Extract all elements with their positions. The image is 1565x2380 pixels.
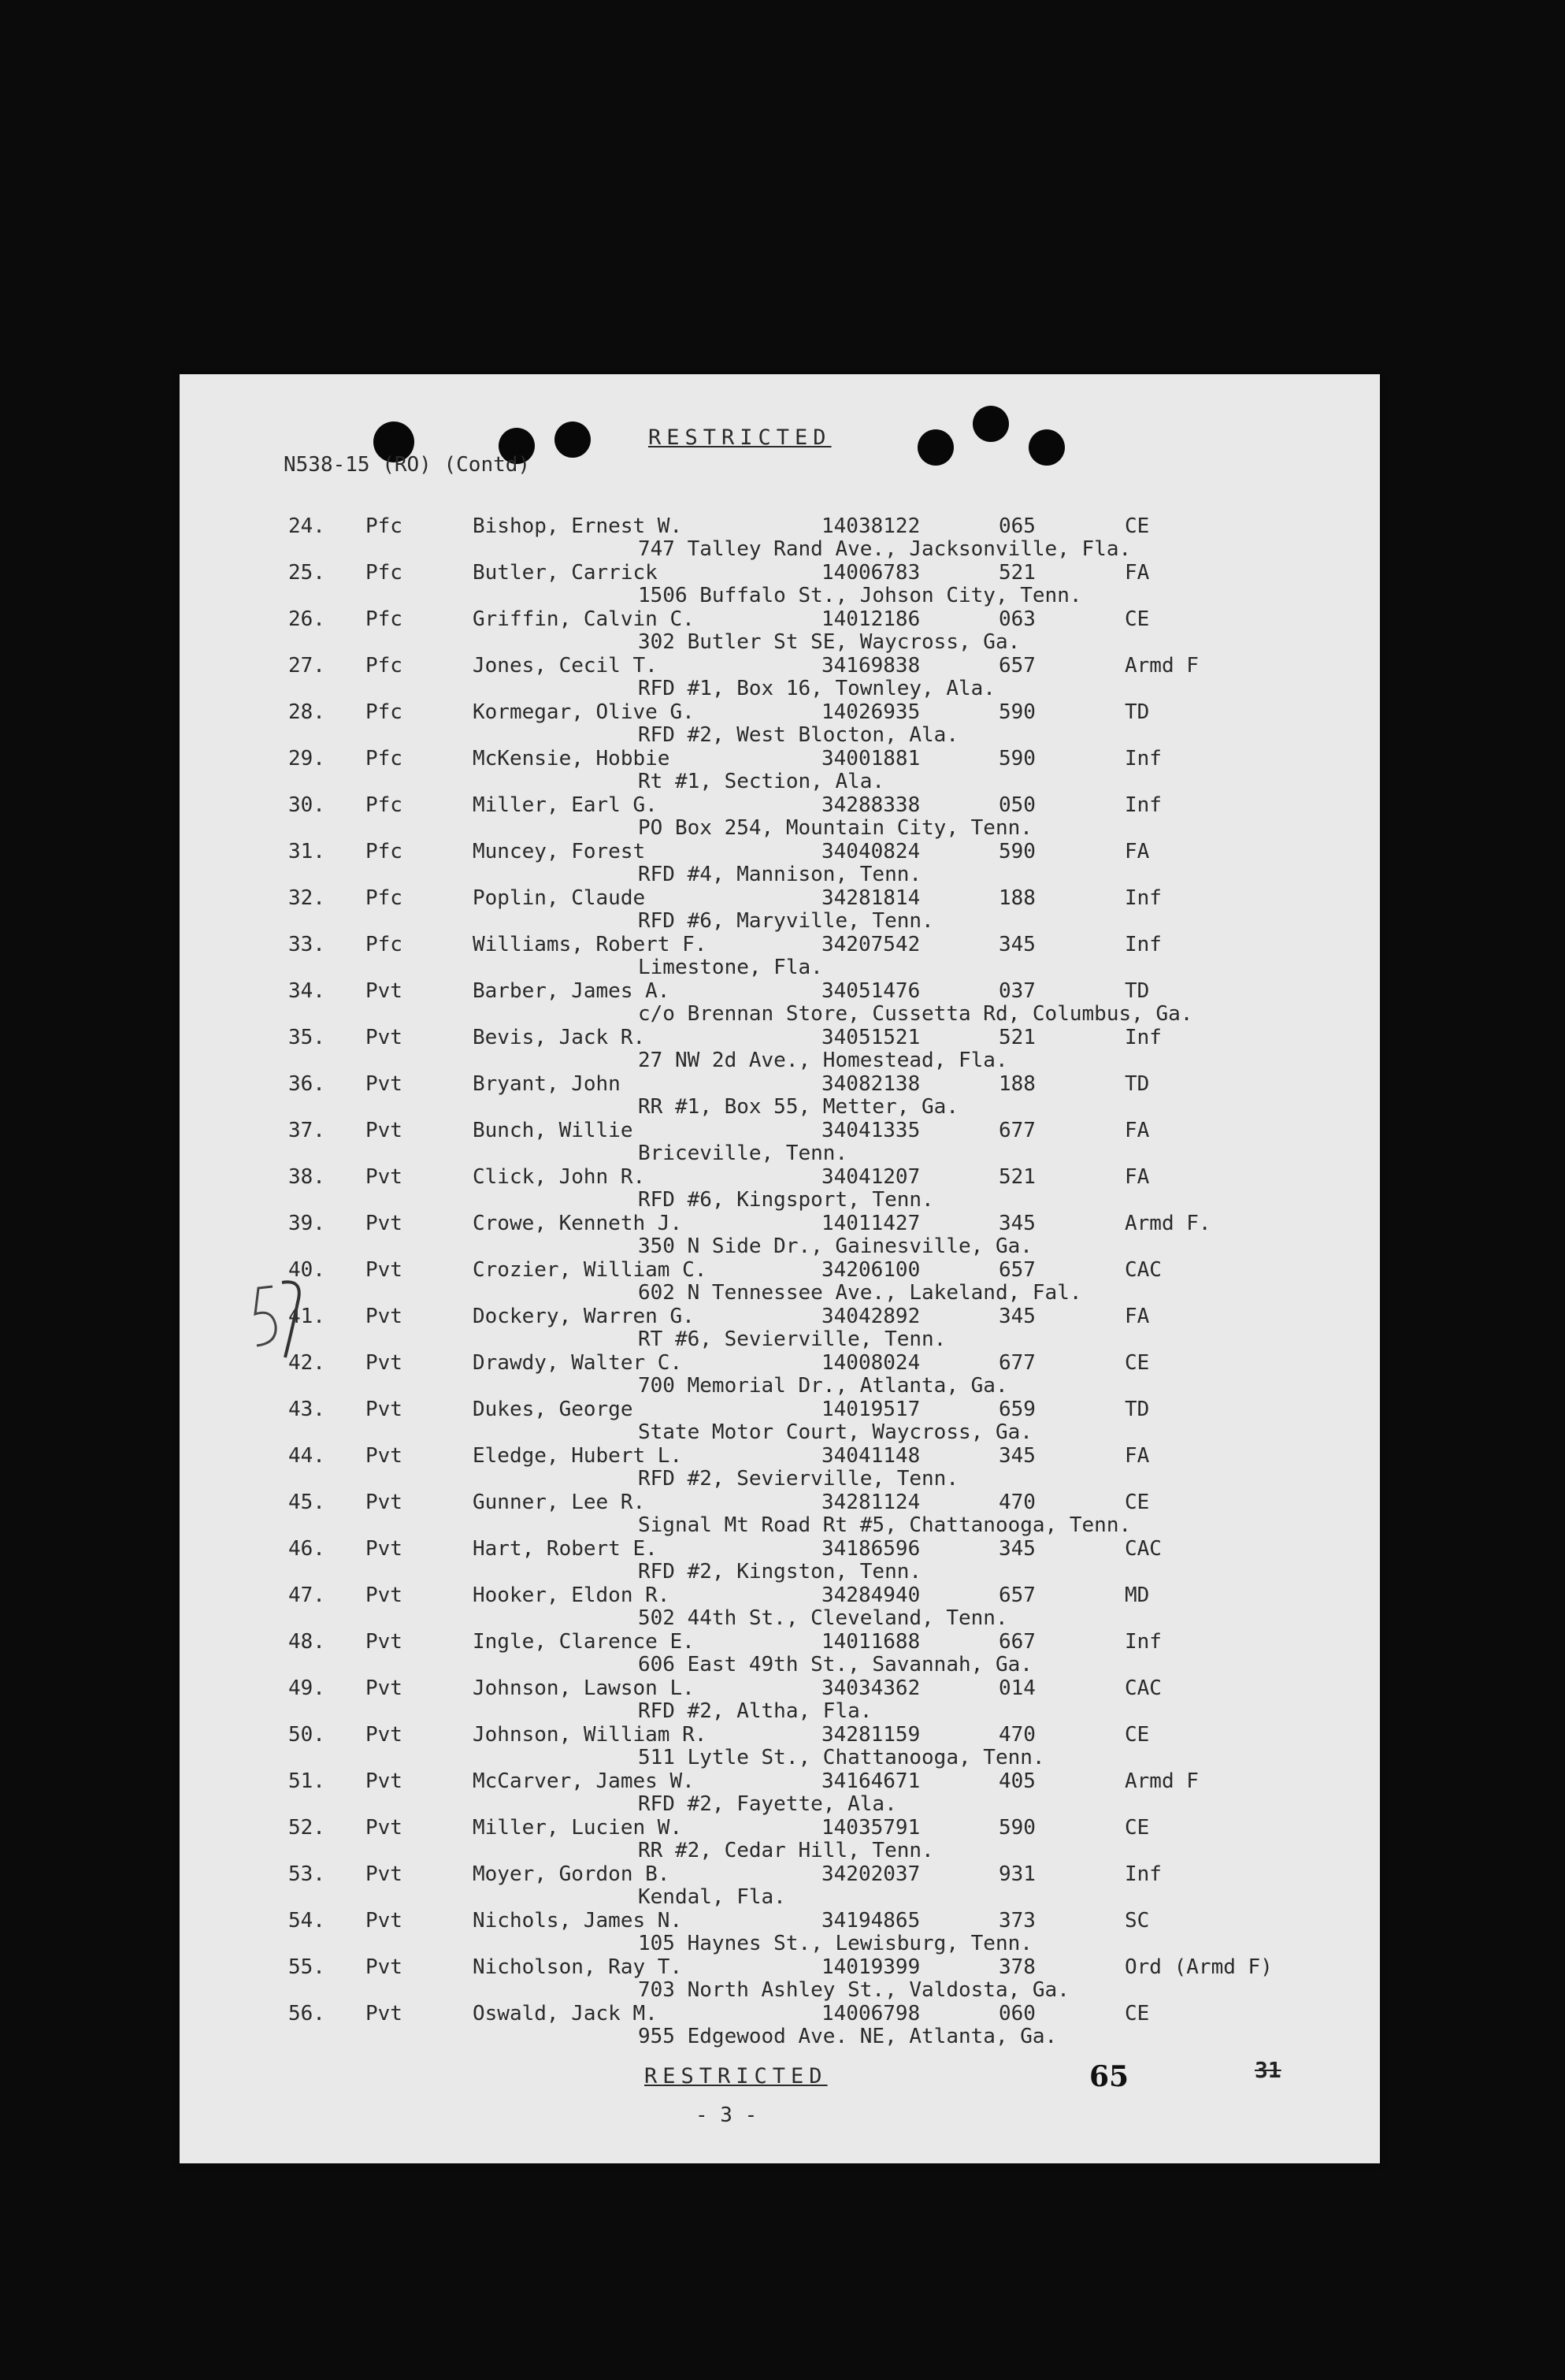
entry-serial: 34042892 [821, 1305, 921, 1328]
entry-name: Kormegar, Olive G. [473, 700, 695, 724]
entry-branch: Ord (Armd F) [1125, 1955, 1273, 1979]
entry-branch: TD [1125, 979, 1150, 1003]
entry-number: 50. [288, 1723, 325, 1747]
entry-number: 32. [288, 886, 325, 910]
entry-serial: 34051476 [821, 979, 921, 1003]
entry-serial: 34281124 [821, 1491, 921, 1514]
entry-number: 28. [288, 700, 325, 724]
entry-code: 373 [999, 1909, 1036, 1933]
entry-rank: Pvt [365, 1305, 402, 1328]
entry-address: 747 Talley Rand Ave., Jacksonville, Fla. [638, 537, 1132, 561]
entry-number: 39. [288, 1212, 325, 1235]
entry-name: Drawdy, Walter C. [473, 1351, 683, 1375]
list-item [180, 793, 1380, 840]
list-item [180, 514, 1380, 561]
punch-hole [554, 421, 591, 458]
entry-code: 521 [999, 1026, 1036, 1049]
entry-serial: 34041207 [821, 1165, 921, 1189]
entry-number: 54. [288, 1909, 325, 1933]
list-item [180, 1026, 1380, 1072]
entry-address: RT #6, Sevierville, Tenn. [638, 1327, 947, 1351]
entry-serial: 34186596 [821, 1537, 921, 1561]
entry-serial: 34051521 [821, 1026, 921, 1049]
entry-code: 677 [999, 1351, 1036, 1375]
entry-rank: Pvt [365, 1909, 402, 1933]
entry-address: RFD #2, Fayette, Ala. [638, 1792, 897, 1816]
list-item [180, 1816, 1380, 1862]
entry-rank: Pfc [365, 793, 402, 817]
entry-address: RFD #6, Kingsport, Tenn. [638, 1188, 934, 1212]
entry-number: 52. [288, 1816, 325, 1840]
list-item [180, 1305, 1380, 1351]
entry-branch: TD [1125, 1072, 1150, 1096]
list-item [180, 1955, 1380, 2002]
entry-rank: Pvt [365, 1816, 402, 1840]
entry-number: 31. [288, 840, 325, 863]
entry-name: Barber, James A. [473, 979, 670, 1003]
entry-address: 955 Edgewood Ave. NE, Atlanta, Ga. [638, 2025, 1058, 2048]
entry-serial: 14012186 [821, 607, 921, 631]
entry-name: Johnson, William R. [473, 1723, 707, 1747]
list-item [180, 1072, 1380, 1119]
entry-name: Oswald, Jack M. [473, 2002, 658, 2025]
entry-address: 302 Butler St SE, Waycross, Ga. [638, 630, 1021, 654]
entry-number: 30. [288, 793, 325, 817]
entry-rank: Pvt [365, 1769, 402, 1793]
entry-address: RFD #1, Box 16, Townley, Ala. [638, 677, 996, 700]
entry-address: Kendal, Fla. [638, 1885, 786, 1909]
entry-address: RFD #2, Kingston, Tenn. [638, 1560, 922, 1584]
roster-list [180, 514, 1380, 2048]
entry-rank: Pvt [365, 1955, 402, 1979]
entry-serial: 34281159 [821, 1723, 921, 1747]
entry-code: 677 [999, 1119, 1036, 1142]
entry-name: McCarver, James W. [473, 1769, 695, 1793]
entry-rank: Pfc [365, 514, 402, 538]
list-item [180, 1630, 1380, 1676]
entry-code: 050 [999, 793, 1036, 817]
entry-rank: Pfc [365, 654, 402, 678]
entry-number: 25. [288, 561, 325, 585]
entry-branch: Inf [1125, 1630, 1162, 1654]
stamp-number: 65 [1089, 2060, 1129, 2093]
classification-header: RESTRICTED [648, 425, 832, 450]
entry-name: Nichols, James N. [473, 1909, 683, 1933]
entry-serial: 14019399 [821, 1955, 921, 1979]
entry-name: Click, John R. [473, 1165, 646, 1189]
entry-rank: Pvt [365, 1212, 402, 1235]
entry-rank: Pfc [365, 886, 402, 910]
entry-name: Miller, Earl G. [473, 793, 658, 817]
entry-rank: Pfc [365, 607, 402, 631]
list-item [180, 2002, 1380, 2048]
entry-serial: 14026935 [821, 700, 921, 724]
entry-rank: Pvt [365, 1537, 402, 1561]
entry-serial: 34164671 [821, 1769, 921, 1793]
entry-number: 43. [288, 1398, 325, 1421]
list-item [180, 840, 1380, 886]
handwritten-margin-mark [241, 1271, 312, 1365]
entry-branch: CE [1125, 2002, 1150, 2025]
list-item [180, 1444, 1380, 1491]
entry-serial: 34041148 [821, 1444, 921, 1468]
entry-code: 590 [999, 747, 1036, 770]
entry-address: PO Box 254, Mountain City, Tenn. [638, 816, 1033, 840]
entry-address: 27 NW 2d Ave., Homestead, Fla. [638, 1049, 1008, 1072]
entry-code: 378 [999, 1955, 1036, 1979]
entry-address: State Motor Court, Waycross, Ga. [638, 1420, 1033, 1444]
list-item [180, 607, 1380, 654]
entry-branch: TD [1125, 700, 1150, 724]
entry-branch: Inf [1125, 886, 1162, 910]
entry-number: 44. [288, 1444, 325, 1468]
entry-serial: 14006798 [821, 2002, 921, 2025]
entry-branch: Armd F. [1125, 1212, 1211, 1235]
entry-rank: Pvt [365, 1165, 402, 1189]
entry-number: 40. [288, 1258, 325, 1282]
entry-serial: 34040824 [821, 840, 921, 863]
entry-rank: Pvt [365, 1444, 402, 1468]
list-item [180, 1584, 1380, 1630]
entry-rank: Pfc [365, 933, 402, 956]
document-reference: N538-15 (RO) (Contd) [284, 453, 531, 477]
entry-number: 38. [288, 1165, 325, 1189]
entry-address: RFD #4, Mannison, Tenn. [638, 863, 922, 886]
entry-address: c/o Brennan Store, Cussetta Rd, Columbus, Ga. [638, 1002, 1193, 1026]
page-number: - 3 - [695, 2103, 758, 2127]
struck-page-number: 31 [1255, 2057, 1281, 2083]
entry-rank: Pvt [365, 1119, 402, 1142]
entry-serial: 34207542 [821, 933, 921, 956]
entry-address: Limestone, Fla. [638, 956, 823, 979]
entry-number: 46. [288, 1537, 325, 1561]
entry-branch: TD [1125, 1398, 1150, 1421]
list-item [180, 1723, 1380, 1769]
list-item [180, 1909, 1380, 1955]
entry-serial: 34202037 [821, 1862, 921, 1886]
entry-number: 51. [288, 1769, 325, 1793]
entry-number: 42. [288, 1351, 325, 1375]
list-item [180, 979, 1380, 1026]
entry-name: Miller, Lucien W. [473, 1816, 683, 1840]
entry-number: 36. [288, 1072, 325, 1096]
list-item [180, 933, 1380, 979]
entry-name: Crozier, William C. [473, 1258, 707, 1282]
entry-branch: Inf [1125, 793, 1162, 817]
entry-number: 53. [288, 1862, 325, 1886]
entry-code: 405 [999, 1769, 1036, 1793]
entry-serial: 34206100 [821, 1258, 921, 1282]
punch-hole [1029, 429, 1065, 466]
entry-serial: 34281814 [821, 886, 921, 910]
entry-number: 41. [288, 1305, 325, 1328]
classification-footer: RESTRICTED [644, 2064, 828, 2089]
entry-branch: Inf [1125, 1026, 1162, 1049]
entry-number: 24. [288, 514, 325, 538]
entry-branch: MD [1125, 1584, 1150, 1607]
entry-code: 345 [999, 1212, 1036, 1235]
entry-number: 49. [288, 1676, 325, 1700]
list-item [180, 1119, 1380, 1165]
entry-branch: CAC [1125, 1258, 1162, 1282]
list-item [180, 1491, 1380, 1537]
entry-name: Poplin, Claude [473, 886, 646, 910]
entry-branch: Armd F [1125, 1769, 1199, 1793]
entry-branch: FA [1125, 1305, 1150, 1328]
punch-hole [918, 429, 954, 466]
entry-rank: Pvt [365, 1584, 402, 1607]
entry-rank: Pvt [365, 1351, 402, 1375]
entry-serial: 34034362 [821, 1676, 921, 1700]
entry-rank: Pvt [365, 1398, 402, 1421]
entry-serial: 34169838 [821, 654, 921, 678]
entry-number: 45. [288, 1491, 325, 1514]
list-item [180, 1862, 1380, 1909]
entry-branch: CE [1125, 1351, 1150, 1375]
entry-code: 060 [999, 2002, 1036, 2025]
entry-branch: CE [1125, 514, 1150, 538]
entry-number: 29. [288, 747, 325, 770]
entry-code: 065 [999, 514, 1036, 538]
entry-serial: 34194865 [821, 1909, 921, 1933]
entry-number: 47. [288, 1584, 325, 1607]
entry-serial: 14011427 [821, 1212, 921, 1235]
entry-code: 345 [999, 1444, 1036, 1468]
entry-address: 1506 Buffalo St., Johson City, Tenn. [638, 584, 1082, 607]
list-item [180, 886, 1380, 933]
entry-name: Dukes, George [473, 1398, 633, 1421]
list-item [180, 700, 1380, 747]
entry-serial: 34284940 [821, 1584, 921, 1607]
entry-name: Bishop, Ernest W. [473, 514, 683, 538]
entry-code: 470 [999, 1723, 1036, 1747]
entry-rank: Pvt [365, 1630, 402, 1654]
entry-branch: FA [1125, 1165, 1150, 1189]
entry-branch: CE [1125, 1816, 1150, 1840]
entry-number: 27. [288, 654, 325, 678]
entry-name: Dockery, Warren G. [473, 1305, 695, 1328]
entry-name: Johnson, Lawson L. [473, 1676, 695, 1700]
entry-serial: 34041335 [821, 1119, 921, 1142]
entry-rank: Pvt [365, 1072, 402, 1096]
entry-number: 55. [288, 1955, 325, 1979]
entry-code: 657 [999, 1584, 1036, 1607]
entry-code: 521 [999, 1165, 1036, 1189]
entry-address: 606 East 49th St., Savannah, Ga. [638, 1653, 1033, 1676]
entry-rank: Pfc [365, 700, 402, 724]
entry-serial: 34082138 [821, 1072, 921, 1096]
entry-address: Briceville, Tenn. [638, 1142, 848, 1165]
entry-branch: CAC [1125, 1537, 1162, 1561]
entry-number: 26. [288, 607, 325, 631]
entry-name: Nicholson, Ray T. [473, 1955, 683, 1979]
entry-name: Gunner, Lee R. [473, 1491, 646, 1514]
list-item [180, 1351, 1380, 1398]
entry-name: Ingle, Clarence E. [473, 1630, 695, 1654]
entry-number: 37. [288, 1119, 325, 1142]
entry-serial: 14006783 [821, 561, 921, 585]
list-item [180, 1212, 1380, 1258]
entry-code: 345 [999, 1305, 1036, 1328]
entry-code: 931 [999, 1862, 1036, 1886]
entry-rank: Pvt [365, 2002, 402, 2025]
document-page [180, 374, 1380, 2163]
entry-branch: CE [1125, 607, 1150, 631]
entry-serial: 14019517 [821, 1398, 921, 1421]
entry-rank: Pvt [365, 1491, 402, 1514]
list-item [180, 1769, 1380, 1816]
entry-rank: Pvt [365, 979, 402, 1003]
entry-name: Hooker, Eldon R. [473, 1584, 670, 1607]
entry-code: 657 [999, 1258, 1036, 1282]
entry-serial: 14035791 [821, 1816, 921, 1840]
entry-serial: 14011688 [821, 1630, 921, 1654]
entry-code: 521 [999, 561, 1036, 585]
list-item [180, 747, 1380, 793]
entry-address: RFD #2, West Blocton, Ala. [638, 723, 959, 747]
list-item [180, 1676, 1380, 1723]
entry-name: Bevis, Jack R. [473, 1026, 646, 1049]
list-item [180, 1537, 1380, 1584]
entry-address: RR #1, Box 55, Metter, Ga. [638, 1095, 959, 1119]
entry-address: 502 44th St., Cleveland, Tenn. [638, 1606, 1008, 1630]
entry-code: 590 [999, 1816, 1036, 1840]
entry-name: McKensie, Hobbie [473, 747, 670, 770]
entry-name: Butler, Carrick [473, 561, 658, 585]
entry-branch: FA [1125, 840, 1150, 863]
entry-code: 590 [999, 700, 1036, 724]
entry-address: RFD #6, Maryville, Tenn. [638, 909, 934, 933]
entry-rank: Pvt [365, 1723, 402, 1747]
entry-number: 35. [288, 1026, 325, 1049]
entry-name: Jones, Cecil T. [473, 654, 658, 678]
entry-address: 602 N Tennessee Ave., Lakeland, Fal. [638, 1281, 1082, 1305]
entry-code: 345 [999, 933, 1036, 956]
entry-serial: 34001881 [821, 747, 921, 770]
entry-code: 188 [999, 886, 1036, 910]
entry-code: 014 [999, 1676, 1036, 1700]
entry-name: Crowe, Kenneth J. [473, 1212, 683, 1235]
entry-rank: Pfc [365, 840, 402, 863]
entry-address: 105 Haynes St., Lewisburg, Tenn. [638, 1932, 1033, 1955]
entry-name: Moyer, Gordon B. [473, 1862, 670, 1886]
list-item [180, 1398, 1380, 1444]
entry-number: 33. [288, 933, 325, 956]
entry-number: 34. [288, 979, 325, 1003]
entry-name: Bunch, Willie [473, 1119, 633, 1142]
entry-branch: Inf [1125, 747, 1162, 770]
entry-address: RFD #2, Sevierville, Tenn. [638, 1467, 959, 1491]
entry-rank: Pvt [365, 1676, 402, 1700]
entry-serial: 14038122 [821, 514, 921, 538]
entry-branch: FA [1125, 561, 1150, 585]
entry-address: 700 Memorial Dr., Atlanta, Ga. [638, 1374, 1008, 1398]
entry-address: Rt #1, Section, Ala. [638, 770, 885, 793]
list-item [180, 1258, 1380, 1305]
entry-rank: Pvt [365, 1258, 402, 1282]
entry-name: Hart, Robert E. [473, 1537, 658, 1561]
entry-name: Williams, Robert F. [473, 933, 707, 956]
entry-name: Muncey, Forest [473, 840, 646, 863]
entry-branch: SC [1125, 1909, 1150, 1933]
entry-name: Eledge, Hubert L. [473, 1444, 683, 1468]
entry-branch: CE [1125, 1723, 1150, 1747]
entry-branch: Armd F [1125, 654, 1199, 678]
entry-code: 657 [999, 654, 1036, 678]
punch-hole [973, 406, 1009, 442]
entry-address: RFD #2, Altha, Fla. [638, 1699, 873, 1723]
entry-branch: FA [1125, 1119, 1150, 1142]
entry-rank: Pvt [365, 1026, 402, 1049]
entry-number: 48. [288, 1630, 325, 1654]
entry-address: 350 N Side Dr., Gainesville, Ga. [638, 1235, 1033, 1258]
entry-address: RR #2, Cedar Hill, Tenn. [638, 1839, 934, 1862]
entry-name: Bryant, John [473, 1072, 621, 1096]
entry-branch: Inf [1125, 933, 1162, 956]
list-item [180, 1165, 1380, 1212]
entry-address: 703 North Ashley St., Valdosta, Ga. [638, 1978, 1070, 2002]
entry-name: Griffin, Calvin C. [473, 607, 695, 631]
entry-number: 56. [288, 2002, 325, 2025]
entry-rank: Pfc [365, 747, 402, 770]
list-item [180, 654, 1380, 700]
entry-address: 511 Lytle St., Chattanooga, Tenn. [638, 1746, 1045, 1769]
list-item [180, 561, 1380, 607]
entry-branch: CE [1125, 1491, 1150, 1514]
entry-code: 063 [999, 607, 1036, 631]
entry-code: 345 [999, 1537, 1036, 1561]
entry-branch: Inf [1125, 1862, 1162, 1886]
entry-serial: 34288338 [821, 793, 921, 817]
entry-code: 667 [999, 1630, 1036, 1654]
entry-branch: FA [1125, 1444, 1150, 1468]
entry-address: Signal Mt Road Rt #5, Chattanooga, Tenn. [638, 1513, 1132, 1537]
entry-rank: Pvt [365, 1862, 402, 1886]
entry-serial: 14008024 [821, 1351, 921, 1375]
entry-code: 188 [999, 1072, 1036, 1096]
entry-branch: CAC [1125, 1676, 1162, 1700]
entry-code: 590 [999, 840, 1036, 863]
entry-code: 659 [999, 1398, 1036, 1421]
entry-rank: Pfc [365, 561, 402, 585]
entry-code: 470 [999, 1491, 1036, 1514]
entry-code: 037 [999, 979, 1036, 1003]
